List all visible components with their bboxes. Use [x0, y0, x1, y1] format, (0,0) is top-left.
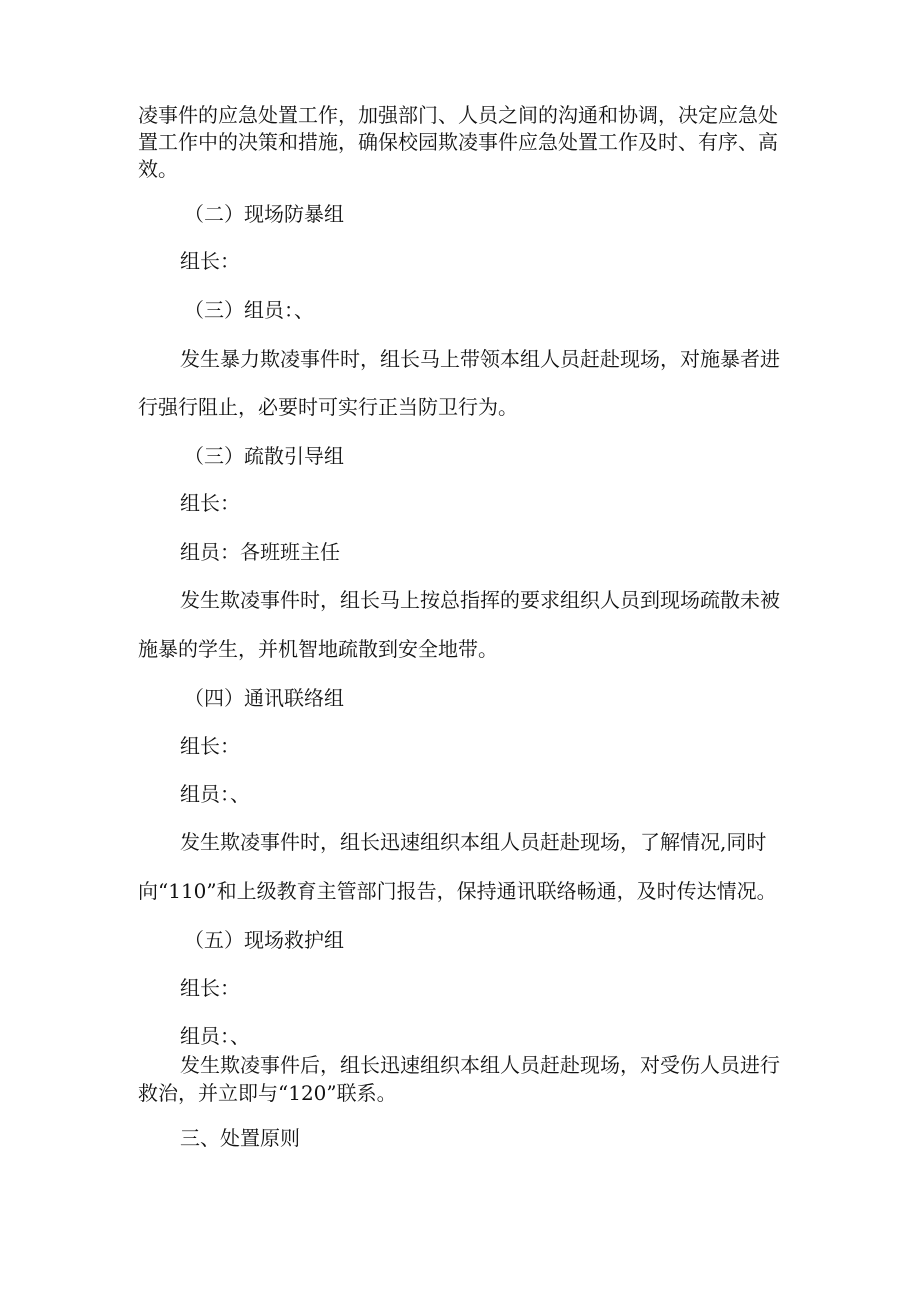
- text-line: 施暴的学生，并机智地疏散到安全地带。: [138, 637, 498, 661]
- text-line: 向“110”和上级教育主管部门报告，保持通讯联络畅通，及时传达情况。: [138, 879, 777, 903]
- text-line: 置工作中的决策和措施，确保校园欺凌事件应急处置工作及时、有序、高: [138, 130, 778, 154]
- text-line: 效。: [138, 157, 178, 181]
- text-line: 组员：、: [180, 1024, 250, 1048]
- section-heading: （四）通讯联络组: [184, 686, 344, 710]
- text-line: 发生欺凌事件时，组长迅速组织本组人员赶赴现场，了解情况,同时: [180, 830, 767, 854]
- section-heading: （三）组员：、: [184, 298, 314, 322]
- section-heading: （二）现场防暴组: [184, 202, 344, 226]
- text-line: 发生暴力欺凌事件时，组长马上带领本组人员赶赴现场，对施暴者进: [180, 347, 780, 371]
- text-line: 救治，并立即与“120”联系。: [138, 1081, 397, 1105]
- text-line: 发生欺凌事件后，组长迅速组织本组人员赶赴现场，对受伤人员进行: [180, 1053, 780, 1077]
- text-line: 组员：各班班主任: [180, 540, 340, 564]
- text-line: 组长：: [180, 734, 240, 758]
- section-heading: （五）现场救护组: [184, 928, 344, 952]
- text-line: 组长：: [180, 491, 240, 515]
- text-line: 行强行阻止，必要时可实行正当防卫行为。: [138, 395, 518, 419]
- text-line: 发生欺凌事件时，组长马上按总指挥的要求组织人员到现场疏散未被: [180, 588, 780, 612]
- text-line: 组长：: [180, 976, 240, 1000]
- section-heading: 三、处置原则: [180, 1126, 300, 1150]
- section-heading: （三）疏散引导组: [184, 444, 344, 468]
- text-line: 组员：、: [180, 782, 250, 806]
- text-line: 组长：: [180, 249, 240, 273]
- text-line: 凌事件的应急处置工作，加强部门、人员之间的沟通和协调，决定应急处: [138, 103, 778, 127]
